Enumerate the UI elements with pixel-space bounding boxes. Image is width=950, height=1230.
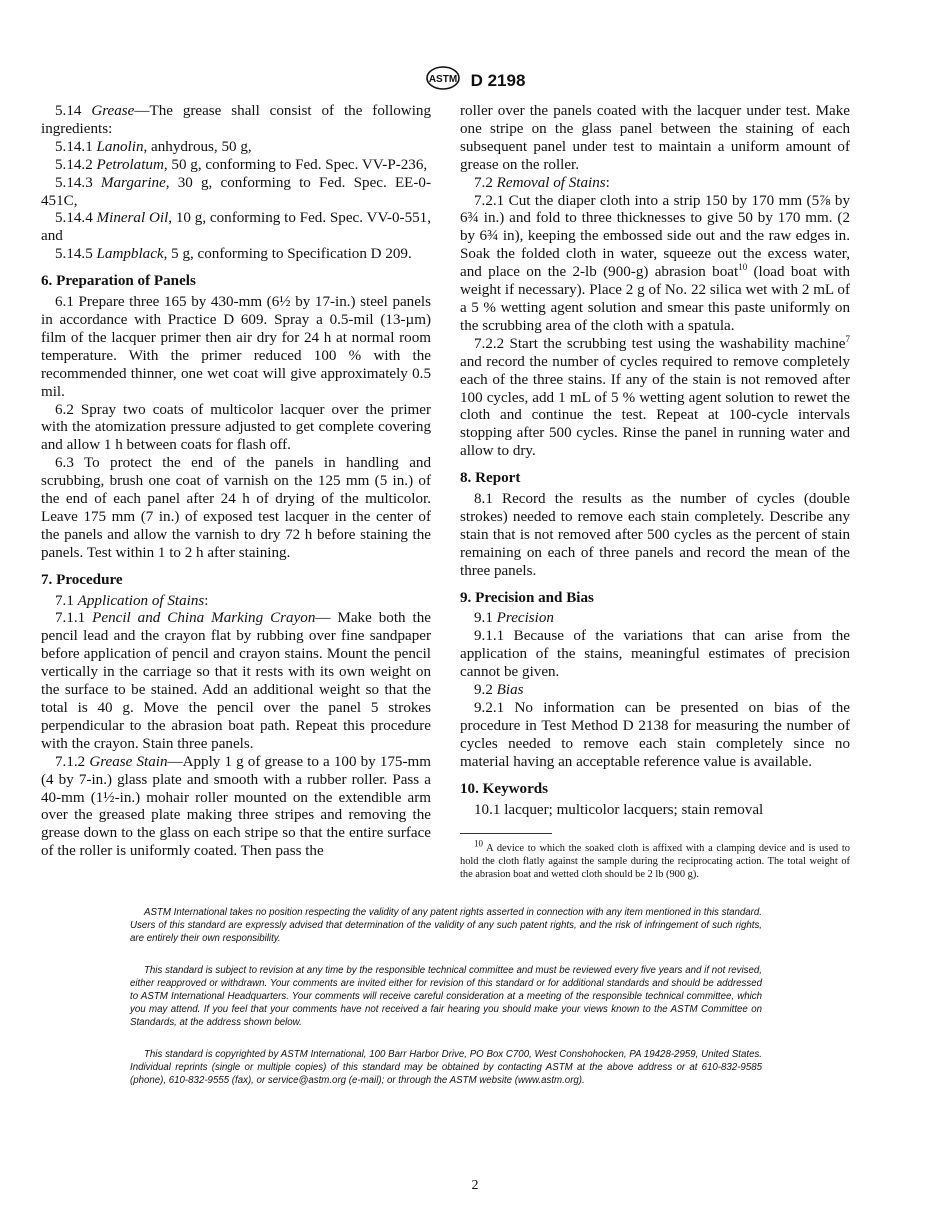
section-7-1-1: 7.1.1 Pencil and China Marking Crayon— Make both the pencil lead and the crayon flat by rubbing over fine sandpaper before application of pencil and crayon stains. Mount the pencil vertically in the carriage so that it rests with its own weight on the surface to be stained. Add an additional weight so that the total is 40 g. Move the pencil over the panel 5 strokes perpendicular to the abrasion boat path. Repeat this procedure with the crayon. Stain three panels. bbox=[41, 610, 431, 752]
footnote-10: $^{10}$ A device to which the soaked cloth is affixed with a clamping device and is used to hold the cloth flatly against the sample during the reciprocating action. The total weight of the abrasion boat and wetted cloth should be 2 lb (900 g). bbox=[460, 838, 850, 881]
right-column bbox=[460, 103, 850, 881]
paragraph-9-2-1: 9.2.1 No information can be presented on bias of the procedure in Test Method D 2138 for measuring the number of cycles needed to remove each stain completely since no material having an acceptable reference value is available. bbox=[460, 700, 850, 770]
page-number: 2 bbox=[471, 1178, 479, 1193]
section-7-1-2: 7.1.2 Grease Stain—Apply 1 g of grease to a 100 by 175-mm (4 by 7-in.) glass plate and smooth with a rubber roller. Pass a 40-mm (1½-in.) mohair roller mounted on the extendible arm over the greased plate making three stripes and removing the grease down to the glass on each stripe so that the entire surface of the roller is uniformly coated. Then pass the bbox=[41, 753, 431, 860]
paragraph-10-1: 10.1 lacquer; multicolor lacquers; stain removal bbox=[474, 801, 764, 818]
heading-6: 6. Preparation of Panels bbox=[41, 273, 196, 290]
section-5-14: 5.14 Grease—The grease shall consist of the following ingredients: bbox=[41, 103, 431, 137]
section-5-14-3: 5.14.3 Margarine, 30 g, conforming to Fed. Spec. EE-0-451C, bbox=[41, 174, 431, 209]
copyright-notice: This standard is copyrighted by ASTM International, 100 Barr Harbor Drive, PO Box C700, West Conshohocken, PA 19428-2959, United States. Individual reprints (single or multiple copies) of this standard may be obtained by contacting ASTM at the above address or at 610-832-9585 (phone), 610-832-9555 (fax), or service@astm.org (e-mail); or through the ASTM website (www.astm.org). bbox=[130, 1049, 762, 1086]
paragraph-9-1-1: 9.1.1 Because of the variations that can arise from the application of the stains, meaningful estimates of precision cannot be given. bbox=[460, 628, 850, 681]
patent-notice: ASTM International takes no position respecting the validity of any patent rights asserted in connection with any item mentioned in this standard. Users of this standard are expressly advised that determination of the validity of any such patent rights, and the risk of infringement of such rights, are entirely their own responsibility. bbox=[130, 907, 762, 944]
section-5-14-4: 5.14.4 Mineral Oil, 10 g, conforming to Fed. Spec. VV-0-551, and bbox=[41, 210, 431, 245]
paragraph-6-3: 6.3 To protect the end of the panels in handling and scrubbing, brush one coat of varnish on the 125 mm (5 in.) of the end of each panel after 24 h of drying of the multicolor. Leave 175 mm (7 in.) of exposed test lacquer in the center of the panels and allow the varnish to dry 72 h before staining the panels. Test within 1 to 2 h after staining. bbox=[41, 455, 431, 561]
section-5-14-1: 5.14.1 Lanolin, anhydrous, 50 g, bbox=[55, 138, 252, 155]
heading-8: 8. Report bbox=[460, 470, 521, 487]
paragraph-8-1: 8.1 Record the results as the number of cycles (double strokes) needed to remove each stain completely. Describe any stain that is not removed after 500 cycles as the percent of stain remaining on each of three panels and record the mean of the three panels. bbox=[460, 491, 850, 579]
section-9-1: 9.1 Precision bbox=[474, 610, 554, 627]
section-5-14-2: 5.14.2 Petrolatum, 50 g, conforming to Fed. Spec. VV-P-236, bbox=[55, 156, 428, 173]
section-9-2: 9.2 Bias bbox=[474, 682, 524, 699]
footnote-ref-10: 10 bbox=[738, 262, 748, 273]
paragraph-7-1-2-continued: roller over the panels coated with the lacquer under test. Make one stripe on the glass panel between the staining of each subsequent panel under test to maintain a uniform amount of grease on the roller. bbox=[460, 103, 850, 173]
revision-notice: This standard is subject to revision at any time by the responsible technical committee and must be reviewed every five years and if not revised, either reapproved or withdrawn. Your comments are invited either for revision of this standard or for additional standards and should be addressed to ASTM International Headquarters. Your comments will receive careful consideration at a meeting of the responsible technical committee, which you may attend. If you feel that your comments have not received a fair hearing you should make your views known to the ASTM Committee on Standards, at the address shown below. bbox=[130, 965, 762, 1028]
section-5-14-5: 5.14.5 Lampblack, 5 g, conforming to Specification D 209. bbox=[55, 246, 412, 263]
footnote-ref-7: 7 bbox=[845, 333, 850, 344]
section-7-1: 7.1 Application of Stains: bbox=[55, 592, 209, 609]
heading-7: 7. Procedure bbox=[41, 571, 123, 588]
paragraph-7-2-2: 7.2.2 Start the scrubbing test using the washability machine$^7$ and record the number of cycles required to remove completely each of the three stains. If any of the stain is not removed after 100 cycles, add 1 mL of 5 % wetting agent solution to rewet the cloth and continue the test. Repeat at 100-cycle intervals stopping after 500 cycles. Rinse the panel in running water and allow to dry. bbox=[460, 333, 850, 460]
heading-9: 9. Precision and Bias bbox=[460, 589, 594, 606]
paragraph-6-2: 6.2 Spray two coats of multicolor lacquer over the primer with the atomization pressure adjusted to get complete covering and allow 1 h between coats for flash off. bbox=[41, 401, 431, 454]
paragraph-7-2-1: 7.2.1 Cut the diaper cloth into a strip 150 by 170 mm (5⅞ by 6¾ in.) and fold to three thicknesses to give 50 by 170 mm. (2 by 6¾ in), keeping the embossed side out and the raw edges in. Soak the folded cloth in water, squeeze out the excess water, and place on the 2-lb (900-g) abrasion boat$^{10}$ (load boat with weight if necessary). Place 2 g of No. 22 silica wet with 2 mL of a 5 % wetting agent solution and smear this paste uniformly on the scrubbing area of the cloth with a spatula. bbox=[460, 192, 851, 334]
paragraph-6-1: 6.1 Prepare three 165 by 430-mm (6½ by 17-in.) steel panels in accordance with Practice D 609. Spray a 0.5-mil (13-µm) film of the lacquer primer then air dry for 24 h at normal room temperature. With the primer reduced 100 % with the recommended thinner, one wet coat will give approximately 0.5 mil. bbox=[41, 294, 431, 400]
page-header bbox=[0, 66, 950, 95]
standard-number: D 2198 bbox=[470, 70, 526, 90]
footnote-divider bbox=[460, 833, 552, 834]
astm-logo-icon bbox=[425, 66, 461, 95]
left-column bbox=[41, 103, 431, 861]
section-7-2: 7.2 Removal of Stains: bbox=[474, 174, 610, 191]
astm-logo-text: ASTM bbox=[428, 74, 457, 85]
heading-10: 10. Keywords bbox=[460, 780, 549, 797]
